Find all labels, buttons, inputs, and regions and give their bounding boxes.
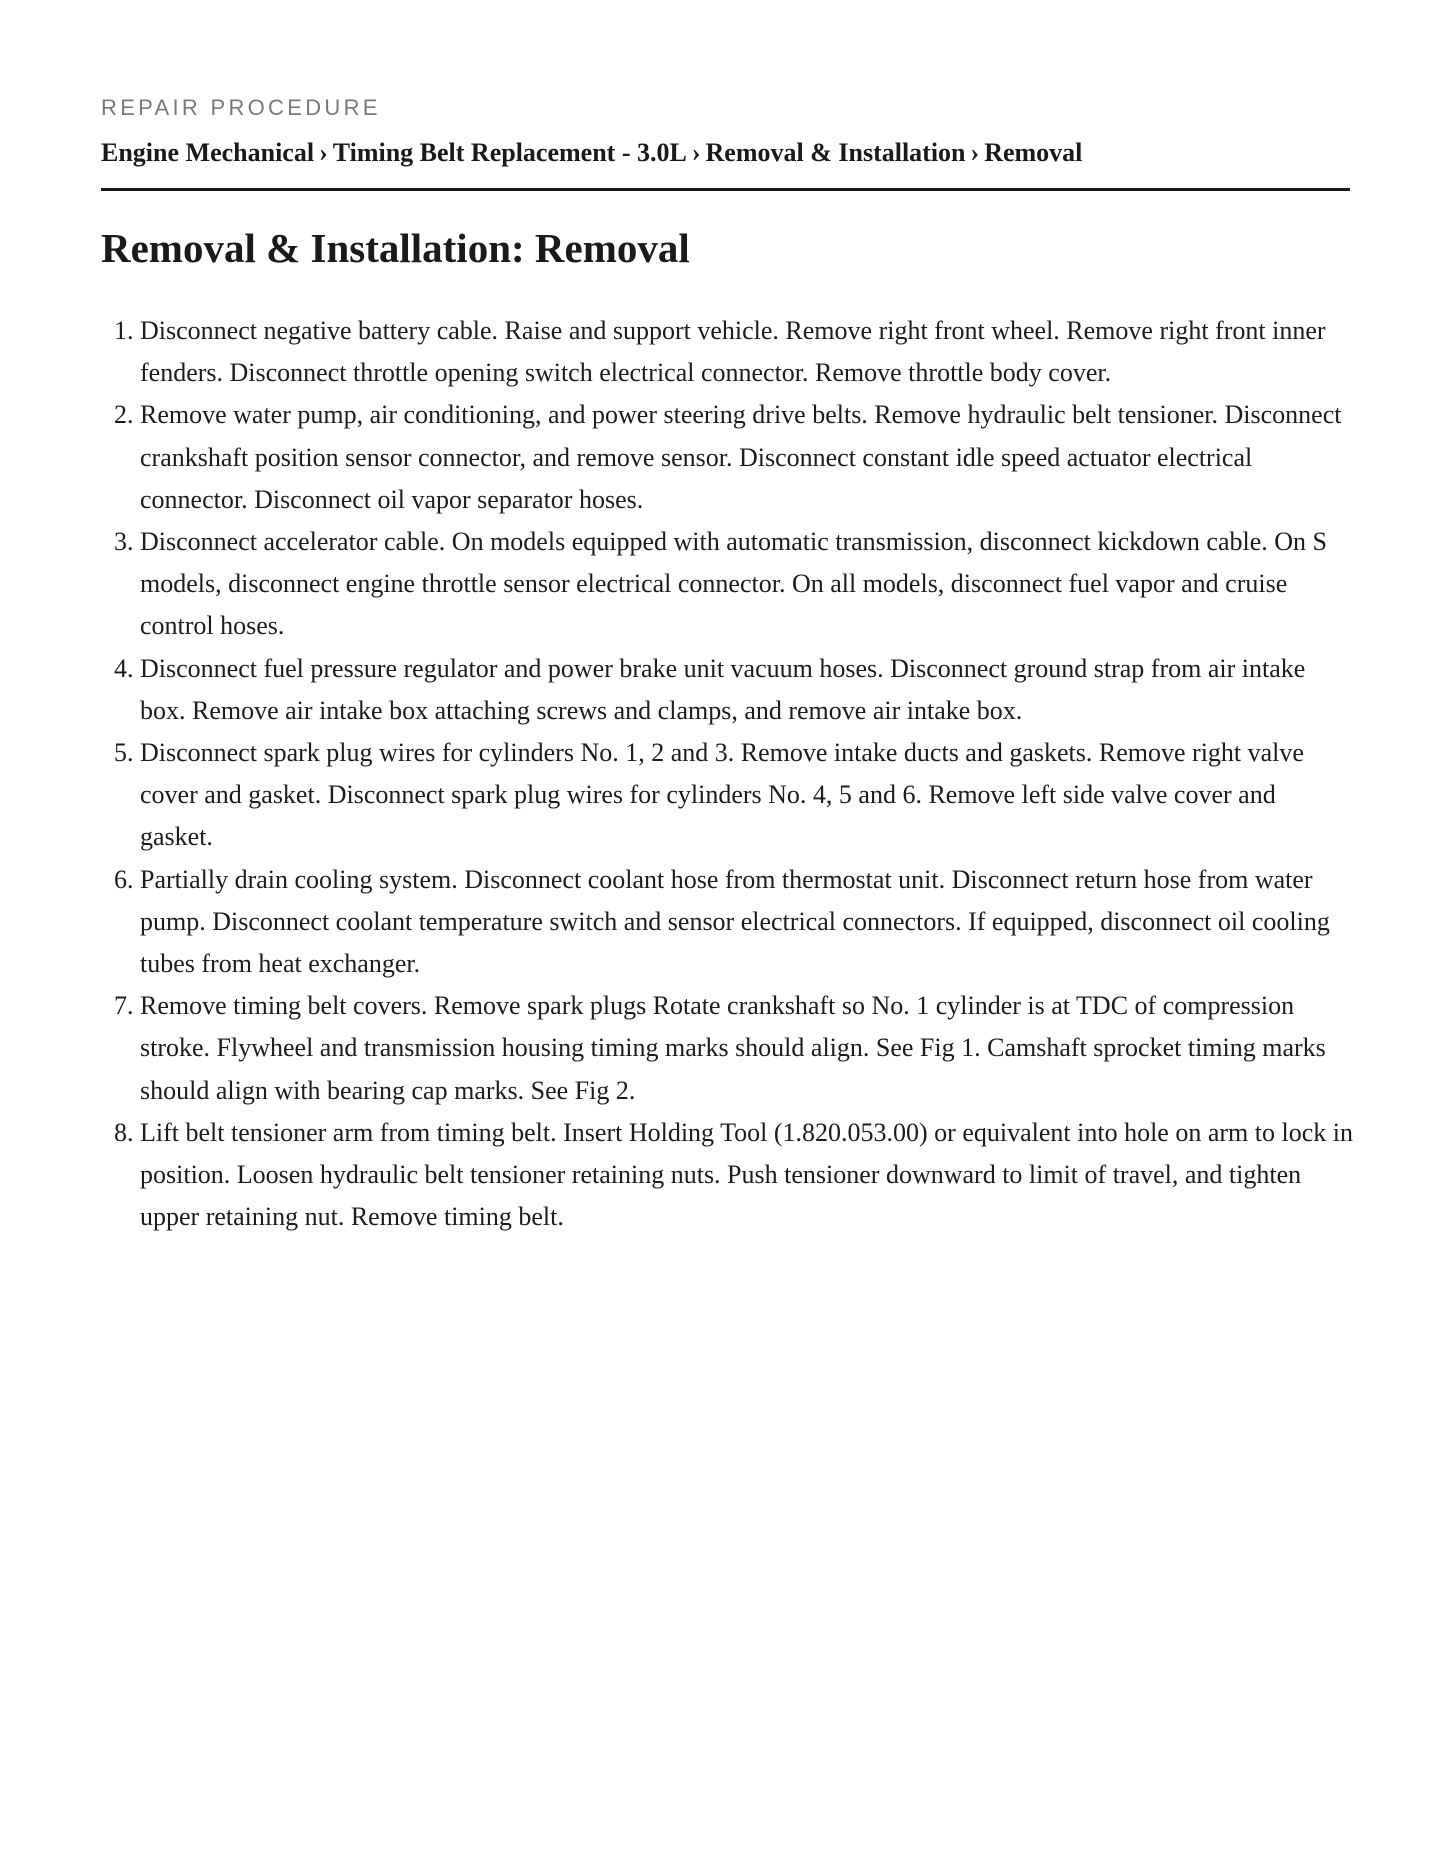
procedure-step-4: 4. Disconnect fuel pressure regulator and power brake unit vacuum hoses. Disconnect ground strap from air intake box. Remove air intake box attaching screws and clamps, and remove air intake box. [140, 648, 1353, 732]
breadcrumb-item-removal: Removal [984, 138, 1083, 167]
procedure-step-7: 7. Remove timing belt covers. Remove spark plugs Rotate crankshaft so No. 1 cylinder is at TDC of compression stroke. Flywheel and transmission housing timing marks should align. See Fig 1. Camshaft sprocket timing marks should align with bearing cap marks. See Fig 2. [140, 985, 1353, 1112]
procedure-step-5: 5. Disconnect spark plug wires for cylinders No. 1, 2 and 3. Remove intake ducts and gaskets. Remove right valve cover and gasket. Disconnect spark plug wires for cylinders No. 4, 5 and 6. Remove left side valve cover and gasket. [140, 732, 1353, 859]
breadcrumb [101, 138, 1082, 168]
procedure-steps-list [101, 310, 1353, 1238]
header-divider [101, 188, 1350, 191]
breadcrumb-item-timing-belt-replacement: Timing Belt Replacement - 3.0L [332, 138, 687, 167]
procedure-step-8: 8. Lift belt tensioner arm from timing belt. Insert Holding Tool (1.820.053.00) or equivalent into hole on arm to lock in position. Loosen hydraulic belt tensioner retaining nuts. Push tensioner downward to limit of travel, and tighten upper retaining nut. Remove timing belt. [140, 1112, 1353, 1239]
breadcrumb-item-engine-mechanical: Engine Mechanical [101, 138, 315, 167]
breadcrumb-separator: › [970, 138, 980, 167]
breadcrumb-separator: › [319, 138, 328, 167]
page-title: Removal & Installation: Removal [101, 225, 690, 271]
breadcrumb-separator: › [691, 138, 701, 167]
procedure-step-3: 3. Disconnect accelerator cable. On models equipped with automatic transmission, disconnect kickdown cable. On S models, disconnect engine throttle sensor electrical connector. On all models, disconnect fuel vapor and cruise control hoses. [140, 521, 1353, 648]
breadcrumb-item-removal-installation: Removal & Installation [705, 138, 966, 167]
procedure-step-2: 2. Remove water pump, air conditioning, and power steering drive belts. Remove hydraulic belt tensioner. Disconnect crankshaft position sensor connector, and remove sensor. Disconnect constant idle speed actuator electrical connector. Disconnect oil vapor separator hoses. [140, 394, 1353, 521]
procedure-step-6: 6. Partially drain cooling system. Disconnect coolant hose from thermostat unit. Disconnect return hose from water pump. Disconnect coolant temperature switch and sensor electrical connectors. If equipped, disconnect oil cooling tubes from heat exchanger. [140, 859, 1353, 986]
procedure-step-1: 1. Disconnect negative battery cable. Raise and support vehicle. Remove right front wheel. Remove right front inner fenders. Disconnect throttle opening switch electrical connector. Remove throttle body cover. [140, 310, 1353, 394]
section-kicker: REPAIR PROCEDURE [101, 95, 381, 120]
